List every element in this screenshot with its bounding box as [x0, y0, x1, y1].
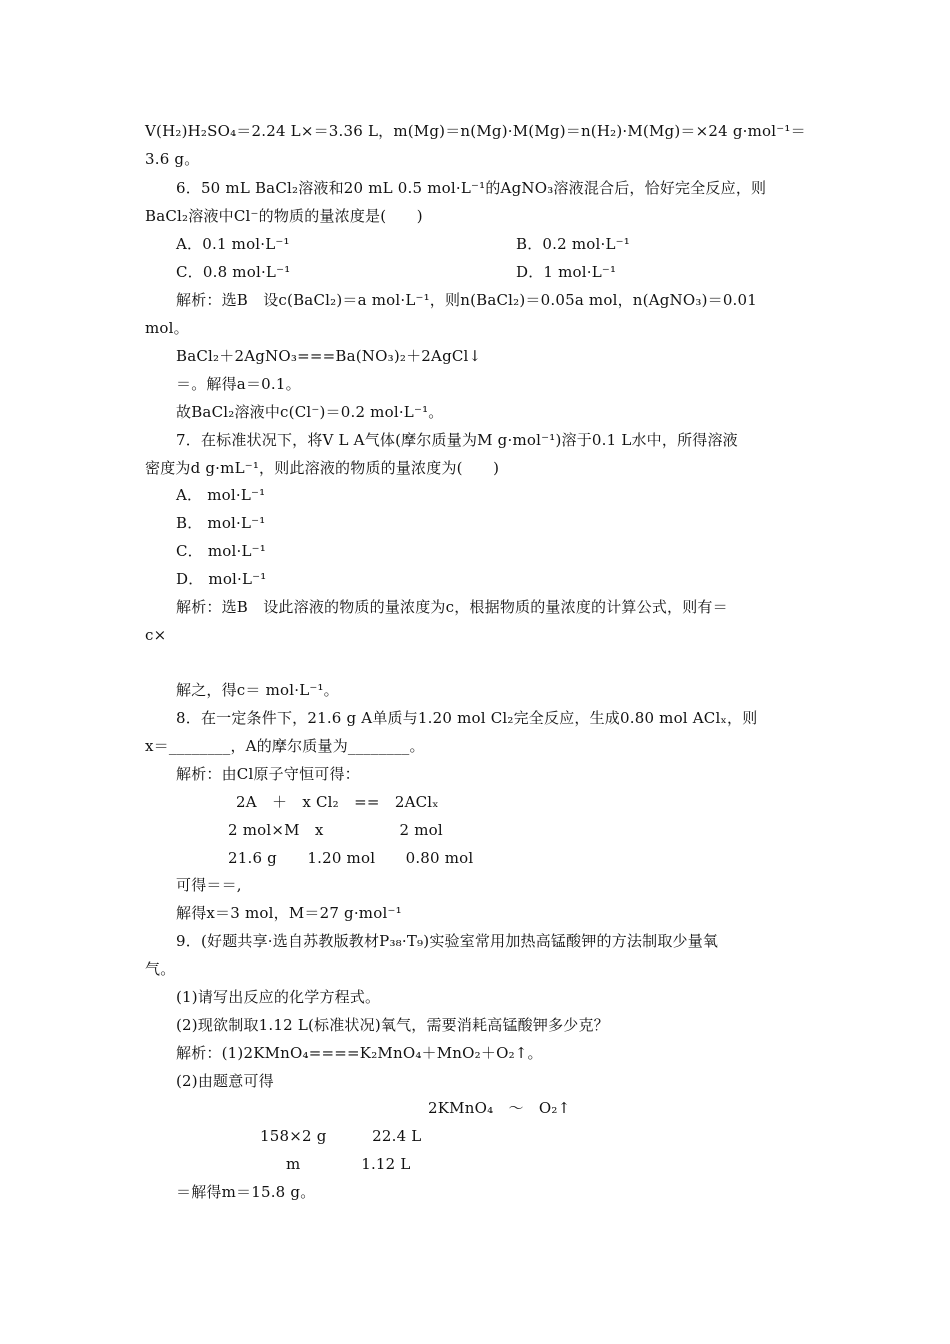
- text-line: (1)请写出反应的化学方程式。: [176, 988, 381, 1006]
- analysis-line: 解析：由Cl原子守恒可得：: [176, 765, 360, 783]
- equation-line: 158×2 g 22.4 L: [260, 1127, 422, 1145]
- text-line: 3.6 g。: [145, 150, 200, 168]
- analysis-line: 解析：选B 设此溶液的物质的量浓度为c，根据物质的量浓度的计算公式，则有＝: [176, 598, 728, 616]
- equation-line: BaCl₂＋2AgNO₃===Ba(NO₃)₂＋2AgCl↓: [176, 347, 482, 365]
- option-b: B．0.2 mol·L⁻¹: [516, 235, 630, 253]
- option-c: C．0.8 mol·L⁻¹: [176, 263, 291, 281]
- equation-line: 2 mol×M x 2 mol: [228, 821, 443, 839]
- text-line: ＝解得m＝15.8 g。: [176, 1183, 316, 1201]
- option-c: C． mol·L⁻¹: [176, 542, 266, 560]
- text-line: 可得＝＝,: [176, 876, 242, 894]
- text-line: (2)现欲制取1.12 L(标准状况)氧气，需要消耗高锰酸钾多少克？: [176, 1016, 609, 1034]
- option-a: A． mol·L⁻¹: [176, 486, 266, 504]
- equation-line: 2KMnO₄ ～ O₂↑: [428, 1099, 571, 1117]
- equation-line: 21.6 g 1.20 mol 0.80 mol: [228, 849, 474, 867]
- question-6: 6．50 mL BaCl₂溶液和20 mL 0.5 mol·L⁻¹的AgNO₃溶液混合后，恰好完全反应，则: [176, 179, 767, 197]
- text-line: 密度为d g·mL⁻¹，则此溶液的物质的量浓度为( ): [145, 459, 500, 477]
- text-line: BaCl₂溶液中Cl⁻的物质的量浓度是( ): [145, 207, 423, 225]
- question-9: 9．(好题共享·选自苏教版教材P₃₈·T₉)实验室常用加热高锰酸钾的方法制取少量氧: [176, 932, 719, 950]
- option-b: B． mol·L⁻¹: [176, 514, 266, 532]
- text-line: (2)由题意可得: [176, 1072, 274, 1090]
- text-line: c×: [145, 626, 167, 644]
- text-line: 故BaCl₂溶液中c(Cl⁻)＝0.2 mol·L⁻¹。: [176, 403, 444, 421]
- analysis-line: 解析：(1)2KMnO₄====K₂MnO₄＋MnO₂＋O₂↑。: [176, 1044, 543, 1062]
- text-line: ＝。解得a＝0.1。: [176, 375, 301, 393]
- text-line: 气。: [145, 960, 176, 978]
- text-line: 解得x＝3 mol，M＝27 g·mol⁻¹: [176, 904, 402, 922]
- option-d: D． mol·L⁻¹: [176, 570, 267, 588]
- question-7: 7．在标准状况下，将V L A气体(摩尔质量为M g·mol⁻¹)溶于0.1 L水中，所得溶液: [176, 431, 738, 449]
- text-line: mol。: [145, 319, 189, 337]
- option-d: D．1 mol·L⁻¹: [516, 263, 617, 281]
- text-line: x＝________，A的摩尔质量为________。: [145, 737, 425, 755]
- option-a: A．0.1 mol·L⁻¹: [176, 235, 290, 253]
- question-8: 8．在一定条件下，21.6 g A单质与1.20 mol Cl₂完全反应，生成0.80 mol AClₓ，则: [176, 709, 758, 727]
- equation-line: 2A ＋ x Cl₂ == 2AClₓ: [236, 793, 439, 811]
- analysis-line: 解析：选B 设c(BaCl₂)＝a mol·L⁻¹，则n(BaCl₂)＝0.05a mol，n(AgNO₃)＝0.01: [176, 291, 758, 309]
- text-line: 解之，得c＝ mol·L⁻¹。: [176, 681, 339, 699]
- text-line: V(H₂)H₂SO₄＝2.24 L×＝3.36 L，m(Mg)＝n(Mg)·M(Mg)＝n(H₂)·M(Mg)＝×24 g·mol⁻¹＝: [145, 122, 806, 140]
- equation-line: m 1.12 L: [286, 1155, 411, 1173]
